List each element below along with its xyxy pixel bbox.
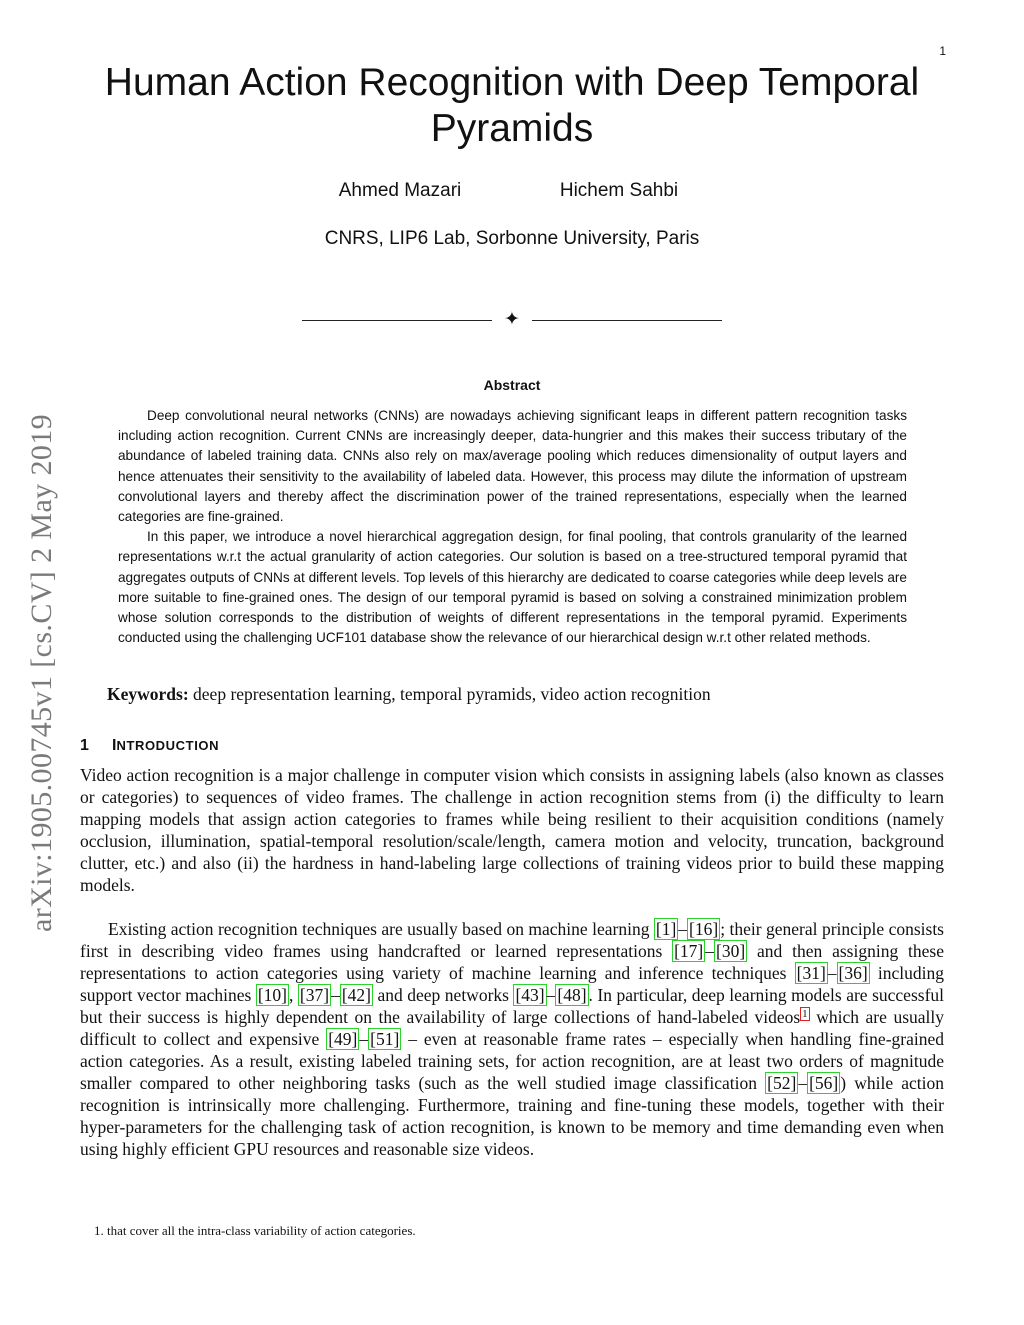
citation-link[interactable]: [56] — [809, 1073, 839, 1093]
citation-link[interactable]: [17] — [674, 941, 704, 961]
body-paragraph: Video action recognition is a major challenge in computer vision which consists in assigning labels (also known as classes or categories) to sequences of video frames. The challenge in action recognition stems from (i) the difficulty to learn mapping models that assign action categories to frames while being resilient to their acquisition conditions (namely occlusion, illumination, spatial-temporal resolution/scale/length, camera motion and velocity, truncation, background clutter, etc.) and also (ii) the hardness in hand-labeling large collections of training videos prior to build these mapping models. — [80, 765, 944, 895]
divider-line — [302, 320, 492, 321]
section-title-rest: NTRODUCTION — [116, 738, 220, 753]
abstract — [118, 406, 907, 648]
citation-link[interactable]: [31] — [796, 963, 826, 983]
body-text: – even at reasonable frame rates – especially when handling fine-grained action categories. As a result, existing labeled training sets, for action recognition, are at least two orders of magnitude smaller compared to other neighboring tasks (such as the well studied image classification — [80, 1029, 944, 1093]
page-number: 1 — [939, 44, 946, 58]
abstract-paragraph: Deep convolutional neural networks (CNNs) are nowadays achieving significant leaps in different pattern recognition tasks including action recognition. Current CNNs are increasingly deeper, data-hungrier and this makes their success tributary of the abundance of labeled training data. CNNs also rely on max/average pooling which reduces dimensionality of output layers and hence attenuates their sensitivity to the availability of labeled data. However, this process may dilute the information of upstream convolutional layers and thereby affect the discrimination power of the trained representations, especially when the learned categories are fine-grained. — [118, 408, 907, 525]
body-text: and then assigning these representations to action categories using variety of machine learning and inference techniques — [80, 941, 944, 983]
author-name: Hichem Sahbi — [559, 180, 679, 201]
affiliation: CNRS, LIP6 Lab, Sorbonne University, Paris — [324, 228, 700, 249]
citation-link[interactable]: [43] — [515, 985, 545, 1005]
author-name: Ahmed Mazari — [338, 180, 462, 201]
citation-link[interactable]: [51] — [370, 1029, 400, 1049]
body-text: Existing action recognition techniques are usually based on machine learning — [108, 919, 654, 939]
citation-link[interactable]: [16] — [689, 919, 719, 939]
body-text: and deep networks — [372, 985, 514, 1005]
keywords — [107, 683, 907, 705]
introduction-body — [80, 764, 944, 1160]
footnote-link[interactable]: 1 — [802, 1008, 808, 1020]
keywords-text: deep representation learning, temporal pyramids, video action recognition — [188, 684, 711, 704]
citation-link[interactable]: [10] — [257, 985, 288, 1005]
abstract-paragraph: In this paper, we introduce a novel hierarchical aggregation design, for final pooling, that controls granularity of the learned representations w.r.t the actual granularity of action categories. Our solution is based on a tree-structured temporal pyramid that aggregates outputs of CNNs at different levels. Top levels of this hierarchy are dedicated to coarse categories while deep levels are more suitable to fine-grained ones. The design of our temporal pyramid is based on solving a constrained minimization problem whose solution corresponds to the distribution of weights of different representations in the temporal pyramid. Experiments conducted using the challenging UCF101 database show the relevance of our hierarchical design w.r.t other related methods. — [118, 529, 907, 646]
keywords-label: Keywords: — [107, 684, 189, 704]
arxiv-stamp: arXiv:1905.00745v1 [cs.CV] 2 May 2019 — [25, 413, 58, 932]
body-text: – — [678, 919, 688, 939]
citation-link[interactable]: [1] — [655, 919, 677, 939]
citation-link[interactable]: [48] — [557, 985, 587, 1005]
citation-link[interactable]: [36] — [838, 963, 868, 983]
citation-link[interactable]: [49] — [328, 1029, 358, 1049]
body-text: – — [331, 985, 340, 1005]
section-divider — [302, 311, 722, 331]
paper-title: Human Action Recognition with Deep Temporal Pyramids — [104, 61, 920, 150]
body-text: including support vector machines — [80, 963, 944, 1005]
citation-link[interactable]: [37] — [299, 985, 330, 1005]
citation-link[interactable]: [30] — [716, 941, 746, 961]
body-text: , — [289, 985, 298, 1005]
body-text: – — [798, 1073, 808, 1093]
body-text: – — [359, 1029, 369, 1049]
section-heading — [80, 737, 480, 755]
body-text: – — [827, 963, 837, 983]
divider-line — [532, 320, 722, 321]
divider-star-icon: ✦ — [504, 309, 520, 330]
body-paragraph — [80, 918, 944, 1160]
body-text: – — [705, 941, 715, 961]
citation-link[interactable]: [42] — [341, 985, 371, 1005]
body-text: ; their general principle consists first in describing video frames using handcrafted or learned representations — [80, 919, 944, 961]
abstract-heading: Abstract — [483, 377, 541, 393]
section-title-initial: I — [112, 737, 117, 754]
body-text: – — [546, 985, 556, 1005]
citation-link[interactable]: [52] — [767, 1073, 797, 1093]
body-text: . In particular, deep learning models are successful but their success is highly dependent on the availability of large collections of hand-labeled videos — [80, 985, 945, 1027]
footnote: 1. that cover all the intra-class variability of action categories. — [94, 1223, 416, 1238]
section-number: 1 — [80, 737, 89, 754]
body-text: which are usually difficult to collect and expensive — [80, 1007, 944, 1049]
body-text: ) while action recognition is intrinsically more challenging. Furthermore, training and fine-tuning these models, together with their hyper-parameters for the challenging task of action recognition, is known to be memory and time demanding even when using highly efficient GPU resources and reasonable size videos. — [80, 1073, 944, 1159]
